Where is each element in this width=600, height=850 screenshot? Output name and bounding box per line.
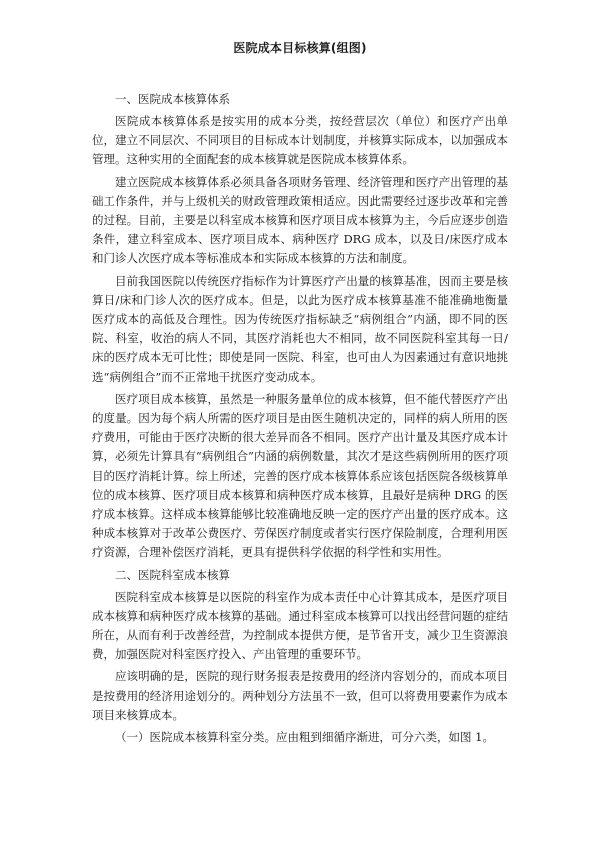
paragraph: 建立医院成本核算体系必须具备各项财务管理、经济管理和医疗产出管理的基础工作条件，并与上级机关的财政管理政策相适应。因此需要经过逐步改革和完善的过程。目前，主要是以科室成本核算和医疗项目成本核算为主，今后应逐步创造条件，建立科室成本、医疗项目成本、病种医疗 DRG 成本，以及日/床医疗成本和门诊人次医疗成本等标准成本和实际成本核算的方法和制度。	[92, 174, 508, 266]
paragraph: 应该明确的是，医院的现行财务报表是按费用的经济内容划分的，而成本项目是按费用的经济用途划分的。两种划分方法虽不一致，但可以将费用要素作为成本项目来核算成本。	[92, 669, 508, 722]
subsection-heading: （一）医院成本核算科室分类。应由粗到细循序渐进，可分六类，如图 1。	[115, 730, 494, 745]
paragraph: 医院成本核算体系是按实用的成本分类，按经营层次（单位）和医疗产出单位，建立不同层次、不同项目的目标成本计划制度，并核算实际成本，以加强成本管理。这种实用的全面配套的成本核算就是医院成本核算体系。	[92, 114, 508, 167]
paragraph: 目前我国医院以传统医疗指标作为计算医疗产出量的核算基准，因而主要是核算日/床和门诊人次的医疗成本。但是，以此为医疗成本核算基准不能准确地衡量医疗成本的高低及合理性。因为传统医疗指标缺乏“病例组合”内涵，即不同的医院、科室，收治的病人不同，其医疗消耗也大不相同，故不同医院科室其每一日/床的医疗成本无可比性；即使是同一医院、科室，也可由人为因素通过有意识地挑选“病例组合”而不正常地干扰医疗变动成本。	[92, 273, 508, 384]
section-heading-1: 一、医院成本核算体系	[115, 92, 230, 106]
paragraph: 医疗项目成本核算，虽然是一种服务量单位的成本核算，但不能代替医疗产出的度量。因为每个病人所需的医疗项目是由医生随机决定的，同样的病人所用的医疗费用，可能由于医疗决断的很大差异而各不相同。医疗产出计量及其医疗成本计算，必须先计算具有“病例组合”内涵的病例数量，其次才是这些病例所用的医疗项目的医疗消耗计算。综上所述，完善的医疗成本核算体系应该包括医院各级核算单位的成本核算、医疗项目成本核算和病种医疗成本核算，且最好是病种 DRG 的医疗成本核算。这样成本核算能够比较准确地反映一定的医疗产出量的医疗成本。这种成本核算对于改革公费医疗、劳保医疗制度或者实行医疗保险制度，合理利用医疗资源，合理补偿医疗消耗，更具有提供科学依据的科学性和实用性。	[92, 391, 508, 560]
page-title: 医院成本目标核算(组图)	[233, 41, 367, 55]
paragraph: 医院科室成本核算是以医院的科室作为成本责任中心计算其成本，是医疗项目成本核算和病种医疗成本核算的基础。通过科室成本核算可以找出经营问题的症结所在，从而有利于改善经营，为控制成本提供方便，是节省开支，减少卫生资源浪费，加强医院对科室医疗投入、产出管理的重要环节。	[92, 589, 508, 662]
section-heading-2: 二、医院科室成本核算	[115, 567, 230, 582]
